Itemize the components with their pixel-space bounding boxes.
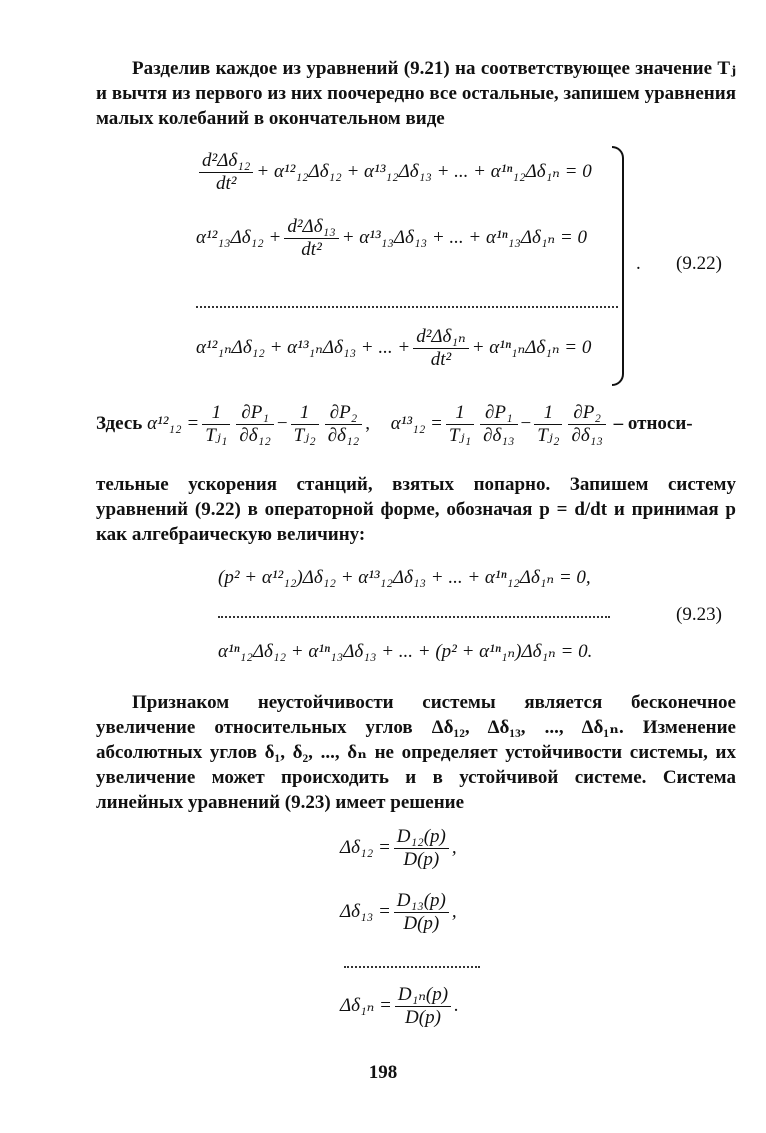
solution-delta-1n: Δδ₁ₙ = $\frac{\text{D₁ₙ(p)}}{D(p)}$ . [340,984,459,1028]
solution-delta-13: Δδ₁₃ = $\frac{\text{D₁₃(p)}}{D(p)}$ , [340,890,457,934]
right-brace [612,146,624,386]
paragraph-operator-form: тельные ускорения станций, взятых попарно. Запишем систему уравнений (9.22) в операторной форме, обозначая p = d/dt и принимая p как алгебраическую величину: [96,474,736,545]
eq-922-line-3: α¹²₁ₙΔδ₁₂ + α¹³₁ₙΔδ₁₃ + ... + $\frac{\text{d²Δδ₁ₙ}}{\text{dt²}}$ + α¹ⁿ₁ₙΔδ₁ₙ = 0 [196,326,592,370]
equation-number-9-23: (9.23) [676,604,722,625]
ellipsis-row [218,616,610,618]
paragraph-instability: Признаком неустойчивости системы является бесконечное увеличение относительных углов Δδ₁₂, Δδ₁₃, ..., Δδ₁ₙ. Изменение абсолютных углов δ₁, δ₂, ..., δₙ не определяет устойчивости системы, их увеличение может происходить и в устойчивой системе. Система линейных уравнений (9.23) имеет решение [96,692,736,813]
brace-period: . [636,253,641,274]
equation-number-9-22: (9.22) [676,253,722,274]
coefficient-definition: Здесь α¹²₁₂ = $\frac{1}{\text{Tⱼ₁}}$ $\frac{\text{∂P₁}}{\text{∂δ₁₂}}$ − $\frac{1}{\text{Tⱼ₂}}$ $\frac{\text{∂P₂}}{\text{∂δ₁₂}}$ , α¹³₁₂ = $\frac{1}{\text{Tⱼ₁}}$ $\frac{\text{∂P₁}}{\text{∂δ₁₃}}$ − $\frac{1}{\text{Tⱼ₂}}$ $\frac{\text{∂P₂}}{\text{∂δ₁₃}}$ – относи- [96,402,693,446]
ellipsis-row [344,966,480,968]
intro-paragraph: Разделив каждое из уравнений (9.21) на соответствующее значение Tⱼ и вычтя из первого из них поочередно все остальные, запишем уравнения малых колебаний в окончательном виде [96,58,736,129]
eq-922-line-1: $\frac{\text{d²Δδ₁₂}}{\text{dt²}}$ + α¹²₁₂Δδ₁₂ + α¹³₁₂Δδ₁₃ + ... + α¹ⁿ₁₂Δδ₁ₙ = 0 [196,150,592,195]
eq-923-line-1: (p² + α¹²₁₂)Δδ₁₂ + α¹³₁₂Δδ₁₃ + ... + α¹ⁿ₁₂Δδ₁ₙ = 0, [218,567,591,588]
eq-922-line-2: α¹²₁₃Δδ₁₂ + $\frac{\text{d²Δδ₁₃}}{\text{dt²}}$ + α¹³₁₃Δδ₁₃ + ... + α¹ⁿ₁₃Δδ₁ₙ = 0 [196,216,587,260]
eq-923-line-2: α¹ⁿ₁₂Δδ₁₂ + α¹ⁿ₁₃Δδ₁₃ + ... + (p² + α¹ⁿ₁ₙ)Δδ₁ₙ = 0. [218,641,593,662]
fraction: $\frac{\text{d²Δδ₁₂}}{\text{dt²}}$ [199,150,253,195]
fraction: $\frac{\text{d²Δδ₁₃}}{\text{dt²}}$ [284,216,338,261]
solution-delta-12: Δδ₁₂ = $\frac{\text{D₁₂(p)}}{D(p)}$ , [340,826,457,870]
page-number: 198 [368,1062,398,1083]
fraction: $\frac{\text{d²Δδ₁ₙ}}{\text{dt²}}$ [413,326,469,371]
ellipsis-row [196,306,618,308]
